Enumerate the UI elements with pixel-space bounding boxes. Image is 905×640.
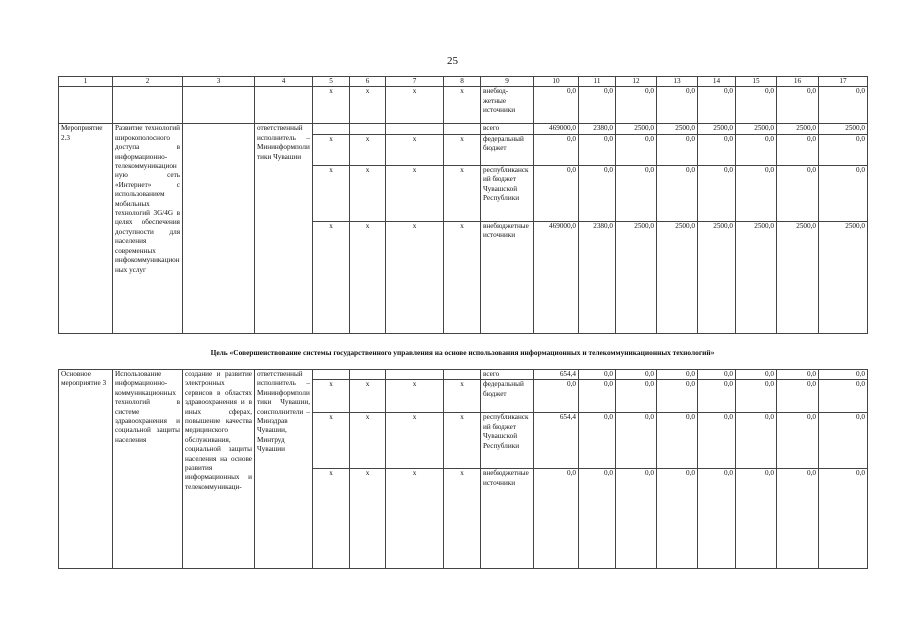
table-cell [350,370,386,380]
measure-col4: ответственный исполнитель – Мининформполитики Чувашии [255,124,313,333]
table-cell: x [386,165,444,221]
table-cell: 2500,0 [616,221,657,333]
table-cell: 0,0 [579,413,616,469]
table-cell: x [444,165,481,221]
header-cell: 17 [819,77,868,87]
table-cell [444,370,481,380]
table-cell: 0,0 [657,87,698,124]
table-cell: республиканский бюджет Чувашской Республики [481,413,534,469]
table-cell: 0,0 [616,413,657,469]
table-cell: всего [481,370,534,380]
table-cell: 2500,0 [777,221,819,333]
table-cell: 0,0 [777,469,819,569]
table-cell: 469000,0 [534,221,579,333]
table-cell: всего [481,124,534,134]
table-cell: 0,0 [534,380,579,413]
table-cell: x [444,87,481,124]
header-cell: 9 [481,77,534,87]
table-cell: x [386,413,444,469]
table-cell: 0,0 [657,469,698,569]
table-cell [313,124,350,134]
measure-col3 [183,124,255,333]
table-cell: внебюджетные источники [481,469,534,569]
table-cell: x [313,469,350,569]
table-cell: 0,0 [616,380,657,413]
table-cell: x [350,469,386,569]
measure-col2: Использование информационно-коммуникационных технологий в системе здравоохранения и социальной защиты населения [113,370,183,569]
table-cell: 0,0 [657,134,698,165]
table-cell: x [444,469,481,569]
table-cell: 2500,0 [819,124,868,134]
table-cell: 0,0 [698,134,736,165]
measure-2-3-block [59,124,868,333]
table-cell: x [386,221,444,333]
page-number: 25 [447,55,458,67]
header-cell: 10 [534,77,579,87]
table-cell: 0,0 [736,380,777,413]
table-cell: 2380,0 [579,124,616,134]
table-cell: x [350,87,386,124]
header-cell: 16 [777,77,819,87]
table-cell: 0,0 [819,370,868,380]
table-cell: x [386,87,444,124]
table-cell: 0,0 [616,87,657,124]
table-cell: внебюджетные источники [481,221,534,333]
table-cell: x [386,469,444,569]
table-cell: x [313,221,350,333]
table-cell: 654,4 [534,413,579,469]
table-cell: 2500,0 [657,221,698,333]
table-cell: 0,0 [777,87,819,124]
table-cell: 0,0 [698,413,736,469]
table-cell: 0,0 [534,87,579,124]
table-cell: x [444,221,481,333]
measure-col4: ответственный исполнитель – Мининформполитики Чувашии, соисполнители – Минздрав Чувашии, Минтруд Чувашии [255,370,313,569]
measure-col1: Основное мероприятие 3 [59,370,113,569]
table-cell: 2380,0 [579,221,616,333]
table-cell: 0,0 [579,370,616,380]
table-cell [313,370,350,380]
funding-table-top [58,76,868,334]
table-row [59,370,868,380]
table-cell: x [444,413,481,469]
table-cell: 0,0 [657,370,698,380]
table-cell: 0,0 [534,134,579,165]
table-cell: 0,0 [698,165,736,221]
table-cell: 0,0 [736,370,777,380]
table-cell: 0,0 [777,380,819,413]
table-cell: 0,0 [819,413,868,469]
table-cell: x [350,134,386,165]
table-cell: 0,0 [819,87,868,124]
table-cell: 469000,0 [534,124,579,134]
table-cell [350,124,386,134]
table-cell: 2500,0 [777,124,819,134]
table-cell: 0,0 [698,380,736,413]
table-cell: 0,0 [616,134,657,165]
table-cell: 2500,0 [698,124,736,134]
funding-table-bottom [58,369,868,569]
table-cell [444,124,481,134]
measure-col1: Мероприятие 2.3 [59,124,113,333]
table-cell: 0,0 [819,469,868,569]
table-cell: 2500,0 [657,124,698,134]
header-row [59,77,868,87]
header-cell: 14 [698,77,736,87]
table-cell: 0,0 [657,380,698,413]
table-cell: 0,0 [819,134,868,165]
measure-col2: Развитие технологий широкополосного доступа в информационно-телекоммуникационную сеть «Интернет» с использованием мобильных технологий 3G/4G в целях обеспечения доступности для населения современных инфокоммуникационных услуг [113,124,183,333]
table-cell: 0,0 [698,469,736,569]
measure-3-block [59,370,868,569]
table-row [59,87,868,124]
table-cell: 0,0 [819,380,868,413]
table-row [59,124,868,134]
table-cell: x [313,134,350,165]
table-cell: 0,0 [777,413,819,469]
header-cell: 8 [444,77,481,87]
header-cell: 3 [183,77,255,87]
table-cell: x [350,413,386,469]
table-cell [386,124,444,134]
table-cell: 0,0 [657,413,698,469]
goal-heading: Цель «Совершенствование системы государственного управления на основе использования информационных и телекоммуникационных технологий» [210,348,715,357]
table-cell: 0,0 [777,165,819,221]
table-cell: 0,0 [534,469,579,569]
header-cell: 7 [386,77,444,87]
table-cell: 0,0 [616,469,657,569]
header-cell: 2 [113,77,183,87]
table-cell: 2500,0 [736,221,777,333]
table-cell: 0,0 [736,413,777,469]
table-cell: 0,0 [736,469,777,569]
header-cell: 5 [313,77,350,87]
header-cell: 11 [579,77,616,87]
table-cell: x [313,165,350,221]
table-cell [386,370,444,380]
table-cell: 0,0 [777,370,819,380]
table-cell: 0,0 [579,380,616,413]
table-cell: 0,0 [698,370,736,380]
table-cell: 0,0 [579,87,616,124]
table-cell: x [350,165,386,221]
table-cell: внебюд-жетные источники [481,87,534,124]
table-cell: 654,4 [534,370,579,380]
header-cell: 6 [350,77,386,87]
table-cell: 2500,0 [616,124,657,134]
table-cell: 0,0 [819,165,868,221]
table-cell: 0,0 [616,165,657,221]
table-cell: 0,0 [657,165,698,221]
table-cell: республиканский бюджет Чувашской Республики [481,165,534,221]
table-cell: 0,0 [736,165,777,221]
table-cell: x [313,87,350,124]
table-cell: x [386,380,444,413]
table-cell: x [313,380,350,413]
table-cell: x [350,380,386,413]
table-cell: 0,0 [736,134,777,165]
table-cell: 0,0 [579,165,616,221]
measure-col3: создание и развитие электронных сервисов в областях здравоохранения и в иных сферах, повышение качества медицинского обслуживания, социальной защиты населения на основе развития информационных и телекоммуникаци- [183,370,255,569]
table-cell: x [313,413,350,469]
table-cell: 0,0 [579,469,616,569]
table-cell: 0,0 [698,87,736,124]
table-cell: x [444,134,481,165]
table-cell: 0,0 [777,134,819,165]
table-cell: 2500,0 [819,221,868,333]
table-cell: x [444,380,481,413]
table-cell: 2500,0 [698,221,736,333]
header-cell: 13 [657,77,698,87]
table-cell: федеральный бюджет [481,134,534,165]
table-cell: федеральный бюджет [481,380,534,413]
table-cell: 0,0 [534,165,579,221]
table-cell: x [350,221,386,333]
table-cell: 0,0 [736,87,777,124]
header-cell: 1 [59,77,113,87]
table-cell: 0,0 [616,370,657,380]
table-cell: x [386,134,444,165]
table-cell: 0,0 [579,134,616,165]
header-cell: 4 [255,77,313,87]
header-cell: 12 [616,77,657,87]
table-cell: 2500,0 [736,124,777,134]
header-cell: 15 [736,77,777,87]
